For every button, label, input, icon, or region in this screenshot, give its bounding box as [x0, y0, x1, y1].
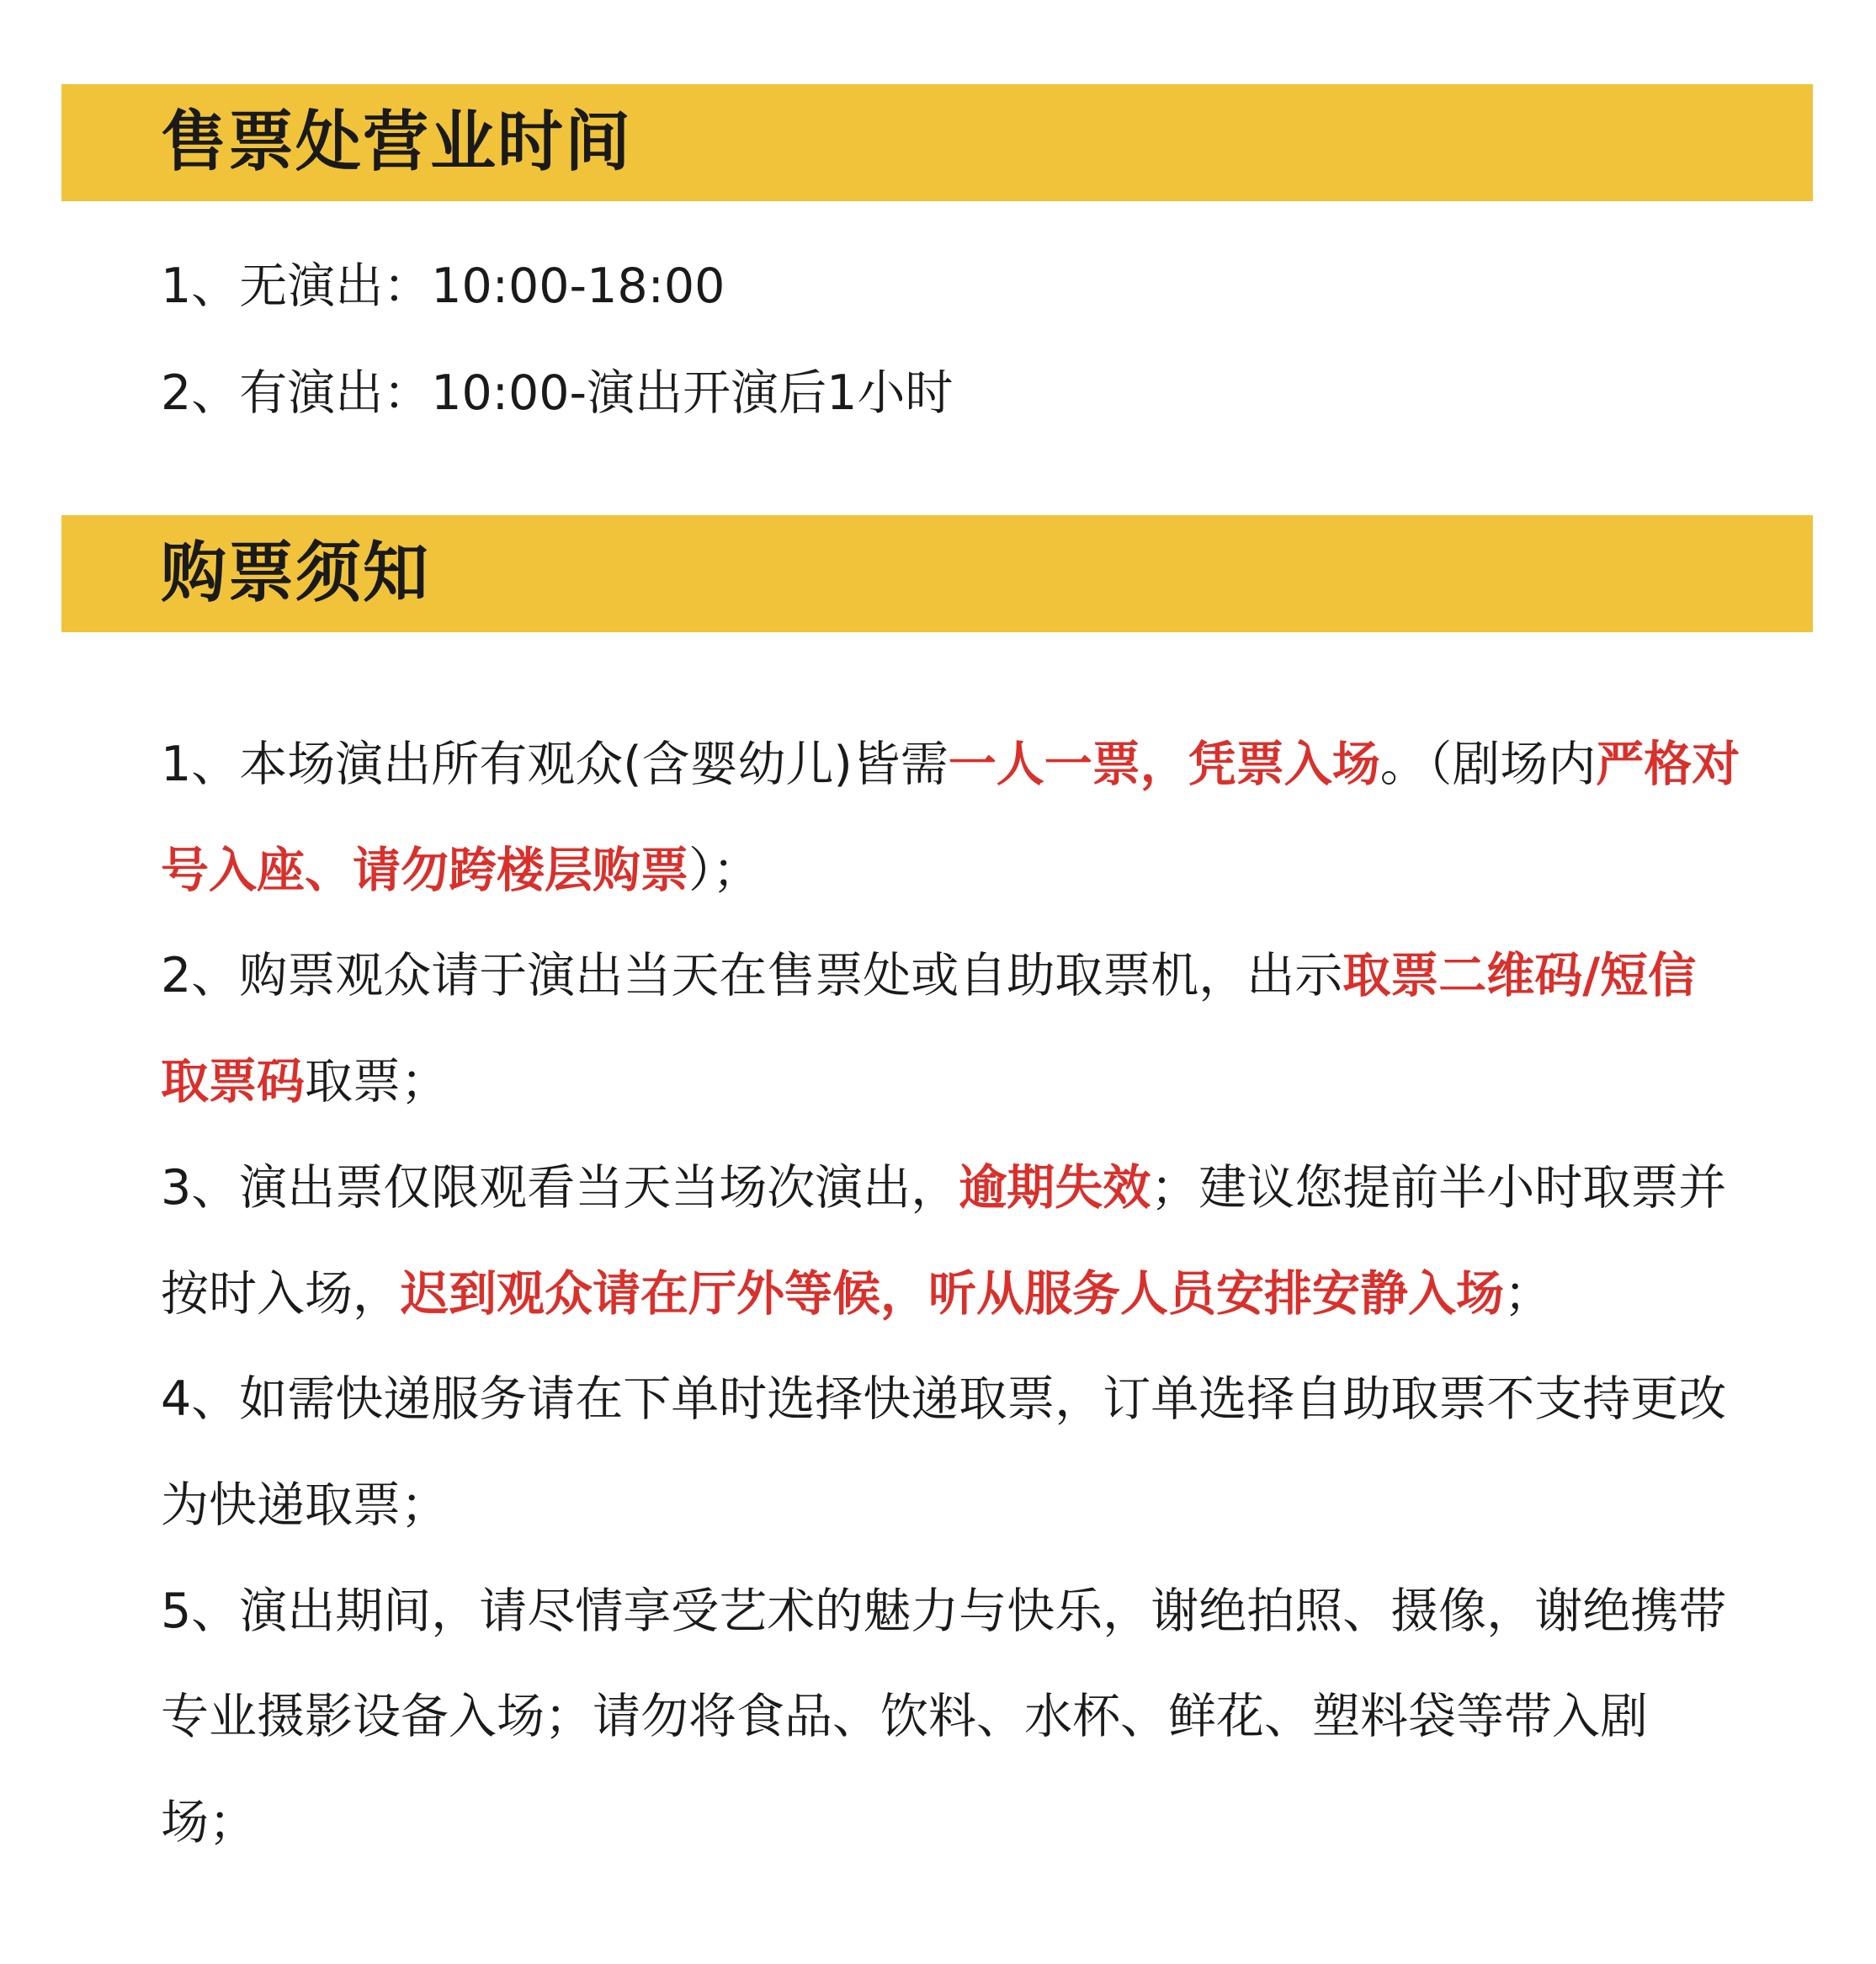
- notice-text: 3、演出票仅限观看当天当场次演出，: [161, 1159, 959, 1216]
- notice-text: 4、如需快递服务请在下单时选择快递取票，订单选择自助取票不支持更改为快递取票；: [161, 1371, 1727, 1533]
- notice-item-1: [161, 712, 1743, 923]
- notice-section-title: 购票须知: [161, 535, 431, 611]
- notice-item-4: [161, 1347, 1743, 1558]
- hours-line-no-show: 1、无演出：10:00-18:00: [161, 258, 725, 314]
- notice-item-5: [161, 1559, 1743, 1876]
- notice-text: 5、演出期间，请尽情享受艺术的魅力与快乐，谢绝拍照、摄像，谢绝携带专业摄影设备入场；请勿将食品、饮料、水杯、鲜花、塑料袋等带入剧场；: [161, 1583, 1727, 1851]
- hours-section-title: 售票处营业时间: [161, 104, 633, 180]
- notice-text: 1、本场演出所有观众(含婴幼儿)皆需: [161, 737, 949, 792]
- notice-section-banner: [61, 515, 1813, 632]
- notice-text: 2、购票观众请于演出当天在售票处或自助取票机，出示: [161, 948, 1343, 1004]
- notice-text: 。（剧场内: [1379, 737, 1597, 792]
- notice-emphasis: 严格对号入座、请勿跨楼层购票: [161, 737, 1740, 898]
- notice-item-3: [161, 1136, 1743, 1347]
- notice-text: ；建议您提前半小时取票并按时入场，: [161, 1159, 1727, 1322]
- hours-section-banner: [61, 84, 1813, 201]
- notice-emphasis: 取票二维码/短信取票码: [161, 948, 1697, 1110]
- notice-emphasis: 逾期失效: [959, 1159, 1151, 1216]
- notice-text: 取票；: [305, 1054, 449, 1110]
- notice-list: [161, 712, 1743, 1876]
- notice-text: ；: [1504, 1265, 1552, 1322]
- hours-line-with-show: 2、有演出：10:00-演出开演后1小时: [161, 365, 954, 421]
- notice-emphasis: 迟到观众请在厅外等候，听从服务人员安排安静入场: [401, 1265, 1504, 1322]
- notice-item-2: [161, 923, 1743, 1135]
- notice-text: ）；: [688, 842, 761, 898]
- notice-emphasis: 一人一票，凭票入场: [948, 737, 1380, 792]
